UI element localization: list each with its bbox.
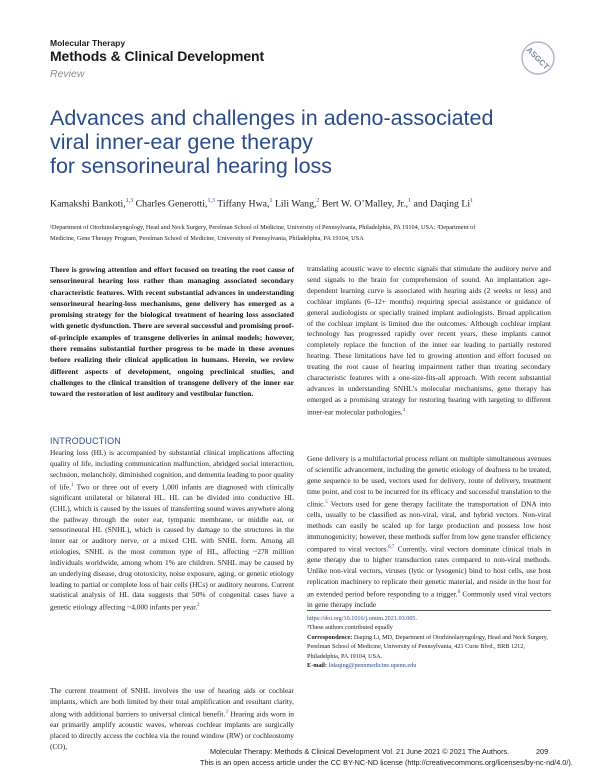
reference-marker[interactable]: 8 bbox=[457, 589, 461, 595]
affiliations bbox=[50, 222, 562, 244]
author-name: Lili Wang, bbox=[274, 198, 317, 210]
reference-marker[interactable]: 5 bbox=[325, 499, 328, 505]
footnotes bbox=[307, 614, 551, 670]
reference-marker[interactable]: 2 bbox=[197, 603, 200, 609]
author-name: Tiffany Hwa, bbox=[217, 198, 270, 210]
footer-citation: Molecular Therapy: Methods & Clinical Development Vol. 21 June 2021 © 2021 The Authors. bbox=[210, 747, 510, 756]
author-sup: 1,3 bbox=[125, 198, 134, 204]
author-name: Kamakshi Bankoti, bbox=[50, 198, 126, 210]
abstract: There is growing attention and effort focused on treating the root cause of sensorineural hearing loss rather than managing associated secondary characteristic features. With recent substantial advances in understanding sensorineural hearing-loss mechanisms, gene delivery has emerged as a promising strategy for the biological treatment of hearing loss associated with genetic dysfunction. There are several successful and promising proof-of-principle examples of transgene deliveries in animal models; however, there remains substantial further progress to be made in these avenues before realizing their clinical application in humans. Herein, we review different aspects of development, ongoing preclinical studies, and challenges to the clinical transition of transgene delivery of the inner ear toward the restoration of lost auditory and vestibular function. bbox=[50, 265, 294, 399]
doi-link[interactable]: https://doi.org/10.1016/j.omtm.2021.03.005. bbox=[307, 615, 418, 622]
footer-license: This is an open access article under the CC BY-NC-ND license (http://creativecommons.org/licenses/by-nc-nd/4.0/). bbox=[200, 758, 573, 767]
right-paragraph-1: translating acoustic wave to electric signals that stimulate the auditory nerve and send signals to the brain for comprehension of sound. An implantation age-dependent learning curve is associated with hearing aids (2 weeks or less) and cochlear implants (6–12+ months) requiring special assistance or guidance of general audiologists or specially trained implant audiologists. Broad application of the cochlear implant is limited due the outcomes. Although cochlear implant technology has progressed rapidly over recent years, these implants cannot completely replace the function of the inner ear leading to partially restored hearing. These limitations have led to growing attention and effort focused on treating the root cause of hearing impairment rather than treating secondary characteristic features with a one-size-fits-all approach. With recent substantial advances in understanding SNHL’s molecular mechanisms, gene therapy has emerged as a promising strategy for restoring hearing with targeting to different inner-ear molecular pathologies.$^4$ bbox=[307, 264, 551, 417]
intro-paragraph-1: Hearing loss (HL) is accompanied by substantial clinical implications affecting quality of life, including communication malfunction, abridged social interaction, seclusion, melancholy, diminished cognition, and dementia leading to poor quality of life.$^1$ Two or three out of every 1,000 infants are diagnosed with clinically significant unilateral or bilateral HL. HL can be divided into conductive HL (CHL), which is caused by the issues of transferring sound waves anywhere along the pathway through the outer ear, tympanic membrane, or middle ear, or sensorineural HL (SNHL), which is caused by damage to the structures in the inner ear or auditory nerve, or a mixed CHL with SNHL form. Among all etiologies, SNHL is the most common type of HL, affecting ~278 million individuals worldwide, among whom 1% are children. SNHL may be caused by an underlying disease, drug ototoxicity, noise exposure, aging, or genetic etiology leading to partial or complete loss of hair cells (HCs) or auditory neurons. Current statistical analysis of HL data suggests that 50% of congenital cases have a genetic etiology affecting ~4,000 infants per year.$^2$ bbox=[50, 448, 294, 612]
article-type: Review bbox=[50, 68, 85, 80]
page-number: 209 bbox=[536, 747, 549, 756]
email-link[interactable]: lidaqing@pennmedicine.upenn.edu bbox=[326, 662, 417, 670]
author-list bbox=[50, 198, 570, 209]
intro-paragraph-2: The current treatment of SNHL involves the use of hearing aids or cochlear implants, which are both limited by their total amplification and resultant clarity, along with additional barriers to universal clinical benefit.$^3$ Hearing aids worn in ear primarily amplify acoustic waves, whereas cochlear implants are surgically placed to directly access the cochlea via the round window (RW) or cochleostomy (CO), bbox=[50, 686, 294, 751]
logo-text: ASGCT bbox=[524, 45, 551, 72]
author-sup: 1 bbox=[408, 198, 412, 204]
author-name: Bert W. O’Malley, Jr., bbox=[321, 198, 409, 210]
title-line-3: for sensorineural hearing loss bbox=[50, 154, 333, 178]
affiliation-line: Medicine, Gene Therapy Program, Perelman School of Medicine, University of Pennsylvania, Philadelphia, PA 19104, USA bbox=[50, 235, 364, 242]
author-sup: 1 bbox=[470, 198, 474, 204]
article-title bbox=[50, 106, 520, 178]
title-line-1: Advances and challenges in adeno-associated bbox=[50, 106, 494, 130]
section-heading-introduction: INTRODUCTION bbox=[50, 436, 122, 446]
journal-name-line1: Molecular Therapy bbox=[50, 38, 126, 48]
reference-marker[interactable]: 4 bbox=[402, 407, 406, 413]
affiliation-line: ¹Department of Otorhinolaryngology, Head and Neck Surgery, Perelman School of Medicine, University of Pennsylvania, Philadelphia, PA 19104, USA; ²Department of bbox=[50, 224, 476, 231]
right-paragraph-2: Gene delivery is a multifactorial process reliant on multiple simultaneous avenues of scientific advancement, including the genetic etiology of deafness to be treated, gene sequence to be used, vectors used for delivery, route of delivery, treatment time point, and cost to be incurred for its efficacy and successful translation to the clinic.$^5$ Vectors used for gene therapy facilitate the transportation of DNA into cells, usually to be classified as non-viral, viral, and hybrid vectors. Non-viral methods can easily be scaled up for large production and possess low host immunogenicity; however, these methods suffer from low gene transfer efficiency compared to viral vectors.$^{6,7}$ Currently, viral vectors dominate clinical trials in gene therapy due to higher transduction rates compared to non-viral methods. Unlike non-viral vectors, viruses (lytic or lysogenic) bind to host cells, use host replication machinery to replicate their genetic material, and reside in the host for an extended period before responding to a trigger.$^8$ Commonly used viral vectors in gene therapy include bbox=[307, 454, 551, 610]
reference-marker[interactable]: 3 bbox=[225, 709, 228, 715]
footnote-divider bbox=[307, 610, 551, 611]
asgct-logo-icon bbox=[520, 40, 556, 76]
reference-marker[interactable]: 6,7 bbox=[388, 544, 395, 550]
author-name: Charles Generotti, bbox=[135, 198, 208, 210]
author-name: and Daqing Li bbox=[413, 198, 471, 210]
title-line-2: viral inner-ear gene therapy bbox=[50, 130, 313, 154]
author-sup: 2 bbox=[316, 198, 320, 204]
author-sup: 1 bbox=[269, 198, 273, 204]
email: E-mail: lidaqing@pennmedicine.upenn.edu bbox=[307, 662, 417, 670]
journal-name-line2: Methods & Clinical Development bbox=[50, 48, 265, 64]
author-sup: 1,3 bbox=[207, 198, 215, 204]
equal-contribution-note: ³These authors contributed equally bbox=[307, 624, 393, 632]
reference-marker[interactable]: 1 bbox=[71, 482, 74, 488]
correspondence: Correspondence: Daqing Li, MD, Department of Otorhinolaryngology, Head and Neck Surgery, Perelman School of Medicine, University of Pennsylvania, 421 Curie Blvd., BRB 1212, Philadelphia, PA 19104, USA. bbox=[307, 633, 548, 660]
